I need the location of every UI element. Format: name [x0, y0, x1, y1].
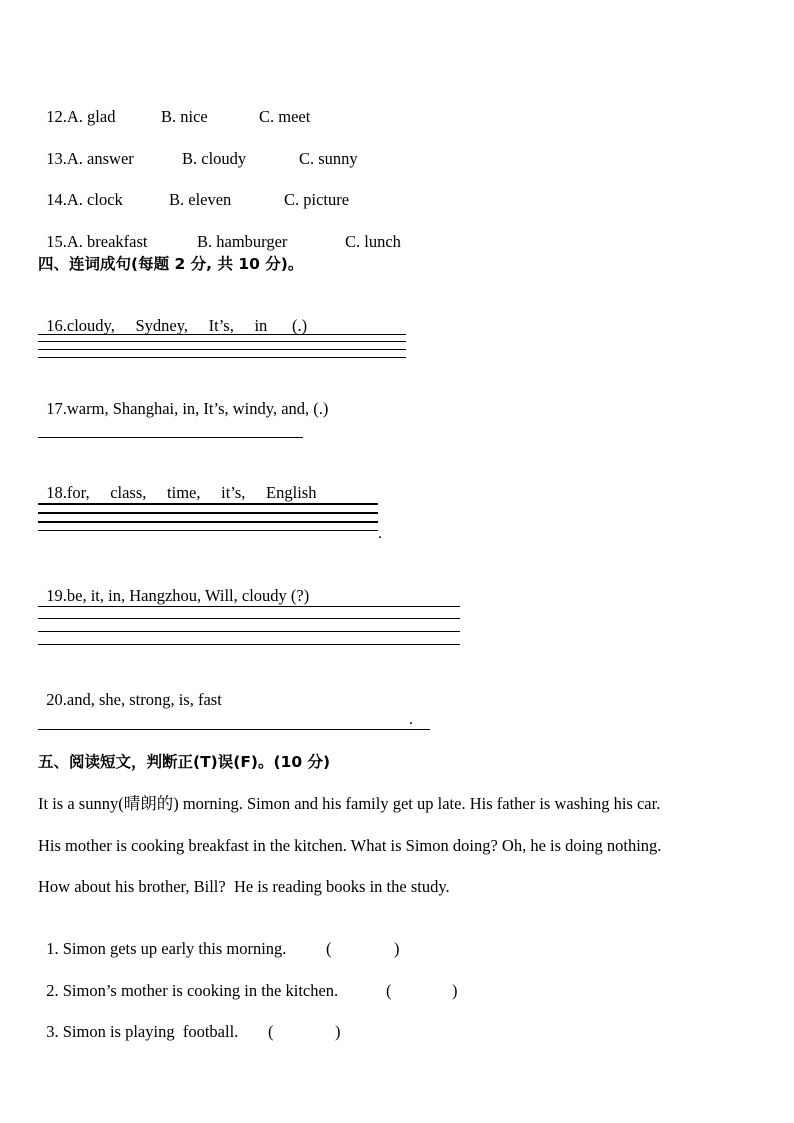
option-c: C. sunny [299, 149, 358, 168]
period-mark: . [409, 711, 413, 728]
answer-line[interactable] [38, 512, 378, 514]
question-words: be, it, in, Hangzhou, Will, cloudy (?) [66, 586, 310, 605]
question-20 [38, 670, 222, 710]
passage-line-1: It is a sunny(晴朗的) morning. Simon and his family get up late. His father is washing his car. [38, 794, 661, 813]
judge-statement: 1. Simon gets up early this morning. [46, 939, 287, 958]
option-c: C. meet [259, 107, 311, 126]
answer-line[interactable] [38, 729, 430, 730]
question-number: 18. [46, 483, 67, 502]
answer-line[interactable] [38, 357, 406, 358]
choice-row-12 [38, 87, 311, 127]
paren-close: ) [335, 1022, 341, 1041]
question-words: and, she, strong, is, fast [66, 690, 222, 709]
paren-close: ) [452, 981, 458, 1000]
question-number: 12. [46, 107, 67, 126]
paren-open: ( [326, 939, 332, 958]
option-a: A. clock [66, 190, 123, 209]
section-4-title: 四、连词成句(每题 2 分, 共 10 分)。 [38, 255, 304, 273]
answer-line[interactable] [38, 334, 406, 335]
option-b: B. cloudy [182, 149, 247, 168]
answer-line[interactable] [38, 521, 378, 523]
question-number: 15. [46, 232, 67, 251]
choice-row-14 [38, 170, 350, 210]
option-a: A. breakfast [66, 232, 148, 251]
question-16 [38, 296, 307, 336]
paren-open: ( [268, 1022, 274, 1041]
question-words: warm, Shanghai, in, It’s, windy, and, (.) [66, 399, 329, 418]
question-number: 14. [46, 190, 67, 209]
question-number: 17. [46, 399, 67, 418]
question-18 [38, 463, 316, 503]
option-a: A. glad [66, 107, 116, 126]
question-number: 16. [46, 316, 67, 335]
question-words: for, class, time, it’s, English [66, 483, 317, 502]
choice-row-15 [38, 212, 401, 252]
passage-line-3: How about his brother, Bill? He is reading books in the study. [38, 877, 450, 896]
answer-line[interactable] [38, 341, 406, 342]
judge-item-3 [38, 1002, 341, 1042]
question-19 [38, 566, 309, 606]
answer-line[interactable] [38, 644, 460, 645]
period-mark: . [378, 525, 382, 542]
answer-line[interactable] [38, 606, 460, 607]
judge-statement: 2. Simon’s mother is cooking in the kitchen. [46, 981, 339, 1000]
question-number: 20. [46, 690, 67, 709]
paren-close: ) [394, 939, 400, 958]
option-b: B. nice [161, 107, 208, 126]
answer-line[interactable] [38, 631, 460, 632]
choice-row-13 [38, 129, 358, 169]
answer-line[interactable] [38, 503, 378, 505]
judge-statement: 3. Simon is playing football. [46, 1022, 239, 1041]
answer-line[interactable] [38, 437, 303, 438]
option-c: C. picture [284, 190, 350, 209]
section-5-title: 五、阅读短文，判断正(T)误(F)。(10 分) [38, 753, 331, 771]
question-number: 19. [46, 586, 67, 605]
option-c: C. lunch [345, 232, 401, 251]
answer-line[interactable] [38, 349, 406, 350]
answer-line[interactable] [38, 618, 460, 619]
question-number: 13. [46, 149, 67, 168]
option-b: B. eleven [169, 190, 232, 209]
answer-line[interactable] [38, 530, 378, 531]
answer-line-tail [416, 729, 430, 730]
option-b: B. hamburger [197, 232, 288, 251]
question-17 [38, 379, 328, 419]
option-a: A. answer [66, 149, 134, 168]
judge-item-1 [38, 919, 400, 959]
question-words: cloudy, Sydney, It’s, in (.) [66, 316, 308, 335]
judge-item-2 [38, 961, 458, 1001]
passage-line-2: His mother is cooking breakfast in the kitchen. What is Simon doing? Oh, he is doing nothing. [38, 836, 662, 855]
paren-open: ( [386, 981, 392, 1000]
